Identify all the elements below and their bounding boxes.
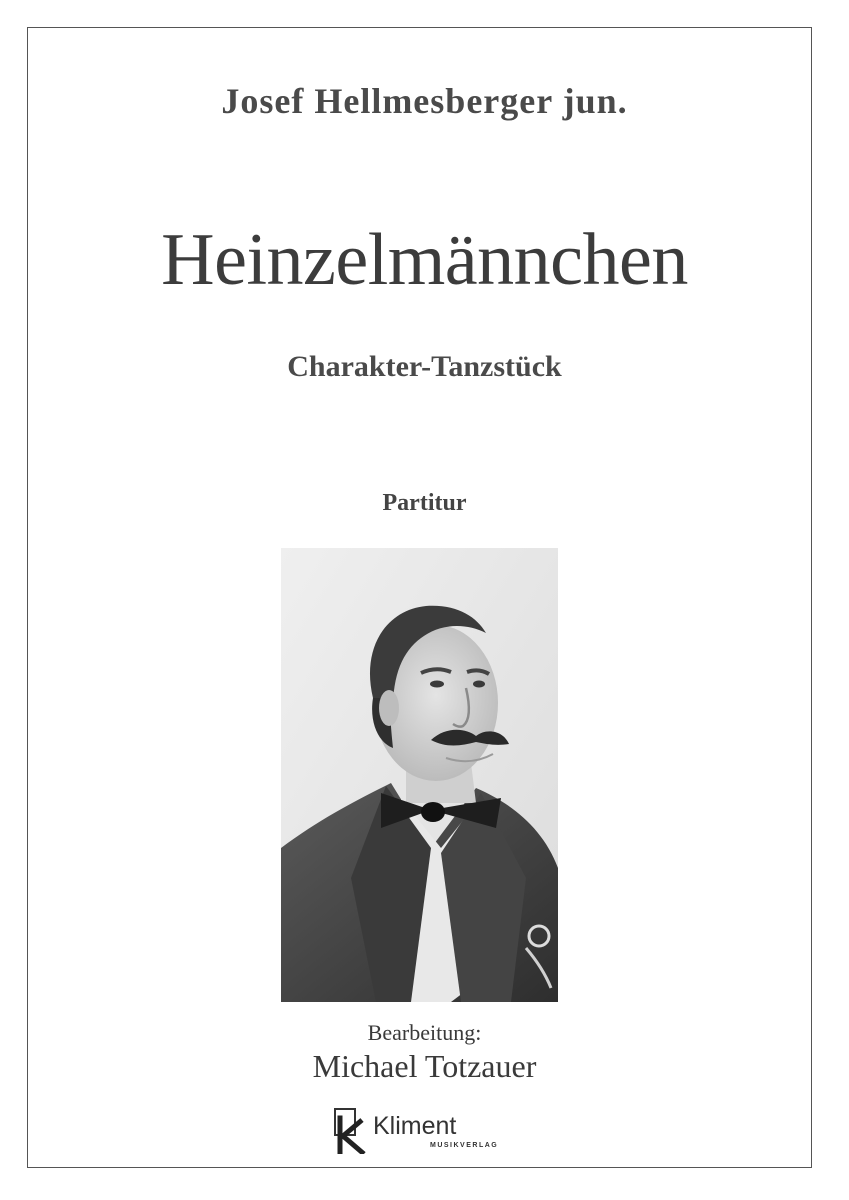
work-title: Heinzelmännchen — [161, 219, 688, 301]
arranger-label: Bearbeitung: — [367, 1020, 482, 1045]
work-subtitle: Charakter-Tanzstück — [287, 350, 562, 383]
publisher-name: Kliment — [373, 1112, 457, 1140]
composer-name: Josef Hellmesberger jun. — [221, 81, 628, 121]
publisher-logo — [332, 1108, 532, 1158]
composer-portrait-photo — [281, 548, 558, 1002]
publisher-subtitle: MUSIKVERLAG — [430, 1142, 499, 1149]
score-type-label: Partitur — [382, 490, 467, 516]
kliment-k-logo-icon — [334, 1108, 370, 1154]
portrait-illustration — [281, 548, 558, 1002]
arranger-name: Michael Totzauer — [312, 1048, 537, 1084]
